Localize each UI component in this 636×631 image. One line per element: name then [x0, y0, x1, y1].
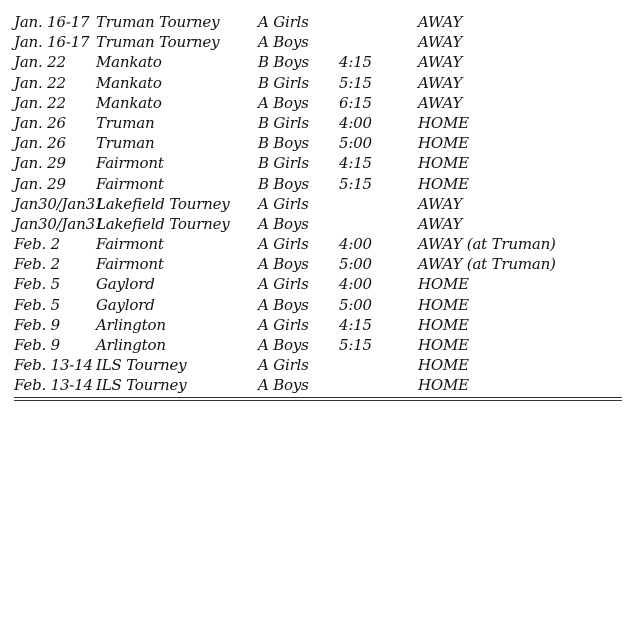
game-team: A Boys [258, 214, 309, 233]
game-opponent: Mankato [96, 93, 162, 112]
table-row [14, 194, 622, 214]
game-date: Feb. 13-14 [14, 376, 93, 395]
table-row [14, 52, 622, 72]
table-row [14, 153, 622, 173]
game-location: HOME [418, 295, 469, 314]
game-date: Jan30/Jan31 [14, 194, 105, 213]
game-date: Feb. 2 [14, 235, 60, 254]
game-location: HOME [418, 113, 469, 132]
game-opponent: Mankato [96, 53, 162, 72]
game-team: A Girls [258, 194, 309, 213]
game-location: HOME [418, 315, 469, 334]
game-date: Feb. 13-14 [14, 356, 93, 375]
game-opponent: ILS Tourney [96, 356, 187, 375]
game-location: AWAY [418, 33, 463, 52]
game-location: HOME [418, 154, 469, 173]
game-team: B Boys [258, 53, 309, 72]
game-date: Jan. 22 [14, 53, 66, 72]
game-team: A Boys [258, 255, 309, 274]
game-time: 4:00 [339, 235, 372, 254]
game-location: AWAY (at Truman) [418, 255, 556, 274]
game-opponent: Fairmont [96, 154, 164, 173]
game-team: A Boys [258, 336, 309, 354]
game-date: Feb. 9 [14, 315, 60, 334]
table-row [14, 214, 622, 234]
game-opponent: Gaylord [96, 275, 155, 294]
game-opponent: Arlington [96, 315, 166, 334]
table-row [14, 113, 622, 133]
game-time: 4:15 [339, 315, 372, 334]
table-row [14, 32, 622, 52]
game-team: A Girls [258, 356, 309, 375]
game-location: HOME [418, 174, 469, 193]
game-location: HOME [418, 336, 469, 354]
game-time: 4:00 [339, 113, 372, 132]
game-opponent: Mankato [96, 73, 162, 92]
game-date: Feb. 5 [14, 275, 60, 294]
game-team: A Girls [258, 315, 309, 334]
game-date: Jan. 29 [14, 174, 66, 193]
game-team: B Girls [258, 154, 309, 173]
game-opponent: Truman [96, 113, 155, 132]
game-time: 4:15 [339, 53, 372, 72]
game-opponent: Truman [96, 134, 155, 153]
game-date: Jan. 16-17 [14, 13, 90, 31]
game-date: Jan. 26 [14, 134, 66, 153]
game-opponent: Arlington [96, 336, 166, 354]
table-row [14, 12, 622, 32]
game-opponent: Fairmont [96, 255, 164, 274]
game-time: 5:00 [339, 134, 372, 153]
game-location: AWAY [418, 13, 463, 31]
game-opponent: Lakefield Tourney [96, 194, 230, 213]
game-team: A Girls [258, 235, 309, 254]
table-row [14, 174, 622, 194]
game-location: AWAY [418, 53, 463, 72]
table-row [14, 93, 622, 113]
game-date: Jan. 16-17 [14, 33, 90, 52]
game-date: Jan. 22 [14, 73, 66, 92]
schedule-table [14, 12, 622, 396]
game-time: 5:00 [339, 295, 372, 314]
game-opponent: Fairmont [96, 174, 164, 193]
game-time: 5:15 [339, 73, 372, 92]
table-row [14, 355, 622, 375]
game-opponent: ILS Tourney [96, 376, 187, 395]
table-row [14, 274, 622, 294]
table-row [14, 234, 622, 254]
game-date: Jan. 22 [14, 93, 66, 112]
game-team: B Boys [258, 134, 309, 153]
game-date: Feb. 2 [14, 255, 60, 274]
game-location: AWAY [418, 93, 463, 112]
game-opponent: Lakefield Tourney [96, 214, 230, 233]
game-location: HOME [418, 376, 469, 395]
table-row [14, 133, 622, 153]
game-team: A Boys [258, 33, 309, 52]
game-opponent: Truman Tourney [96, 33, 220, 52]
game-team: A Boys [258, 93, 309, 112]
game-location: AWAY [418, 214, 463, 233]
game-date: Jan. 29 [14, 154, 66, 173]
game-location: AWAY (at Truman) [418, 235, 556, 254]
game-date: Feb. 9 [14, 336, 60, 354]
game-time: 4:00 [339, 275, 372, 294]
game-opponent: Gaylord [96, 295, 155, 314]
table-row [14, 73, 622, 93]
game-team: B Girls [258, 73, 309, 92]
game-date: Feb. 5 [14, 295, 60, 314]
table-row [14, 335, 622, 355]
game-opponent: Fairmont [96, 235, 164, 254]
table-row [14, 375, 622, 395]
game-team: A Girls [258, 275, 309, 294]
game-team: A Boys [258, 295, 309, 314]
game-date: Jan30/Jan31 [14, 214, 105, 233]
game-location: AWAY [418, 194, 463, 213]
game-opponent: Truman Tourney [96, 13, 220, 31]
game-team: B Girls [258, 113, 309, 132]
game-location: HOME [418, 134, 469, 153]
table-bottom-rule-double [14, 400, 622, 401]
game-time: 5:15 [339, 336, 372, 354]
game-team: B Boys [258, 174, 309, 193]
game-team: A Boys [258, 376, 309, 395]
table-bottom-rule [14, 397, 622, 398]
game-time: 4:15 [339, 154, 372, 173]
game-date: Jan. 26 [14, 113, 66, 132]
game-location: HOME [418, 275, 469, 294]
table-row [14, 295, 622, 315]
table-row [14, 254, 622, 274]
game-location: AWAY [418, 73, 463, 92]
game-team: A Girls [258, 13, 309, 31]
game-location: HOME [418, 356, 469, 375]
table-row [14, 315, 622, 335]
game-time: 5:15 [339, 174, 372, 193]
game-time: 5:00 [339, 255, 372, 274]
game-time: 6:15 [339, 93, 372, 112]
